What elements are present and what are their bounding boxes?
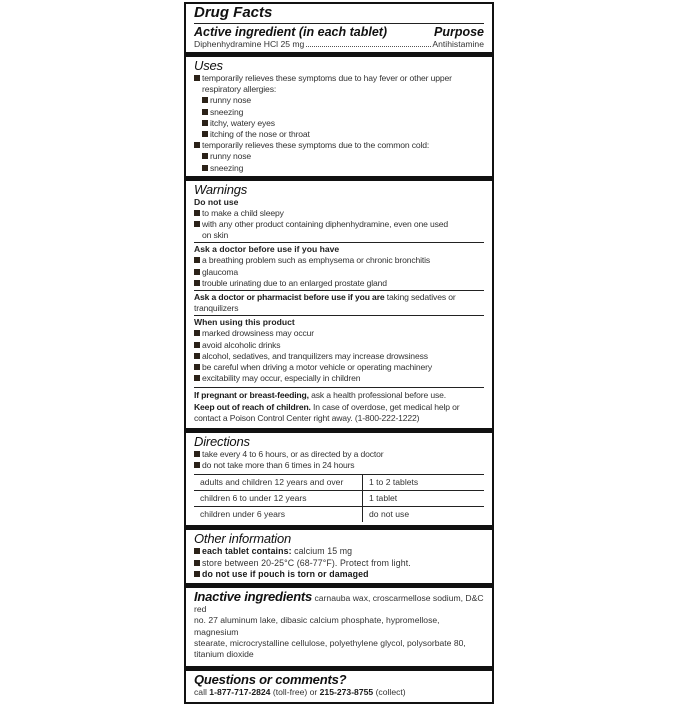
bullet-icon <box>202 120 208 126</box>
ask-pharmacist-block <box>194 292 484 303</box>
bullet-icon <box>194 269 200 275</box>
bullet-icon <box>194 280 200 286</box>
list-item-text: do not use if pouch is torn or damaged <box>202 569 369 580</box>
bullet-icon <box>194 364 200 370</box>
pregnant-warning-bold: If pregnant or breast-feeding, <box>194 390 309 401</box>
dot-leader <box>306 46 431 47</box>
inactive-ingredients-line: no. 27 aluminum lake, dibasic calcium phosphate, hypromellose, magnesium <box>194 615 440 637</box>
table-row <box>194 507 484 523</box>
bullet-icon <box>194 257 200 263</box>
list-item <box>194 328 484 339</box>
uses-section <box>186 57 492 181</box>
list-item-continuation: on skin <box>202 230 229 241</box>
age-group-cell: adults and children 12 years and over <box>194 475 363 491</box>
collect-note: (collect) <box>373 687 406 698</box>
other-information-section <box>186 530 492 588</box>
list-item <box>194 546 484 558</box>
directions-section <box>186 433 492 530</box>
ingredient-purpose: Antihistamine <box>432 39 484 49</box>
list-item-text: alcohol, sedatives, and tranquilizers may increase drowsiness <box>202 350 428 361</box>
list-item <box>194 255 484 266</box>
inactive-ingredients-text: carnauba wax, croscarmellose sodium, D&C red <box>194 592 484 615</box>
list-item <box>194 267 484 278</box>
warnings-section <box>186 181 492 433</box>
age-group-cell: children under 6 years <box>194 507 363 523</box>
bullet-icon <box>194 375 200 381</box>
list-item-text: sneezing <box>210 106 244 117</box>
ask-pharmacist-continuation: tranquilizers <box>194 303 239 314</box>
pregnant-warning-text: ask a health professional before use. <box>308 390 447 401</box>
list-item-text: runny nose <box>210 151 252 162</box>
list-subitem <box>194 107 484 118</box>
bullet-icon <box>202 131 208 137</box>
collect-phone: 215-273-8755 <box>319 687 374 698</box>
list-item <box>194 362 484 373</box>
ask-pharmacist-text: taking sedatives or <box>384 292 456 303</box>
list-item-text: with any other product containing diphenhydramine, even one used <box>202 219 448 230</box>
list-item <box>194 449 484 460</box>
list-item <box>194 351 484 362</box>
bullet-icon <box>194 548 200 554</box>
list-item <box>194 208 484 219</box>
list-item <box>194 278 484 289</box>
list-item-text: calcium 15 mg <box>291 546 353 557</box>
bullet-icon <box>194 571 200 577</box>
toll-free-note: (toll-free) or <box>270 687 320 698</box>
list-subitem <box>194 118 484 129</box>
when-using-heading: When using this product <box>194 317 295 328</box>
list-item <box>194 140 484 151</box>
list-subitem <box>194 151 484 162</box>
inactive-ingredients-line: stearate, microcrystalline cellulose, polyethylene glycol, polysorbate 80, <box>194 637 466 648</box>
bullet-icon <box>194 560 200 566</box>
list-item-text: be careful when driving a motor vehicle or operating machinery <box>202 362 433 373</box>
contact-line <box>194 687 484 698</box>
active-ingredient-heading: Active ingredient (in each tablet) <box>194 25 388 39</box>
dose-cell: 1 tablet <box>363 491 485 507</box>
bullet-icon <box>194 462 200 468</box>
bullet-icon <box>194 330 200 336</box>
list-item-bold: each tablet contains: <box>202 546 292 557</box>
keep-out-warning <box>194 402 484 413</box>
list-item-text: a breathing problem such as emphysema or chronic bronchitis <box>202 255 431 266</box>
directions-heading: Directions <box>194 434 250 450</box>
list-item-text: glaucoma <box>202 266 239 277</box>
bullet-icon <box>202 97 208 103</box>
bullet-icon <box>194 353 200 359</box>
questions-section <box>186 671 492 702</box>
active-ingredient-section <box>186 4 492 57</box>
do-not-use-heading: Do not use <box>194 196 239 207</box>
dosage-table <box>194 474 484 522</box>
divider <box>194 290 484 291</box>
table-row <box>194 491 484 507</box>
pregnant-warning <box>194 390 484 401</box>
bullet-icon <box>202 153 208 159</box>
divider <box>194 387 484 388</box>
keep-out-warning-bold: Keep out of reach of children. <box>194 401 311 412</box>
purpose-heading: Purpose <box>433 25 484 39</box>
ask-doctor-heading: Ask a doctor before use if you have <box>194 244 340 255</box>
list-item <box>194 558 484 570</box>
list-item-text: store between 20-25°C (68-77°F). Protect from light. <box>202 557 411 568</box>
list-item-text: do not take more than 6 times in 24 hours <box>202 460 355 471</box>
bullet-icon <box>194 142 200 148</box>
keep-out-warning-text: In case of overdose, get medical help or <box>310 401 460 412</box>
active-ingredient-row <box>194 39 484 50</box>
list-item-text: sneezing <box>210 162 244 173</box>
list-subitem <box>194 95 484 106</box>
list-item-text: itchy, watery eyes <box>210 117 275 128</box>
dose-cell: do not use <box>363 507 485 523</box>
list-item-text: runny nose <box>210 95 252 106</box>
list-item <box>194 340 484 351</box>
list-subitem <box>194 163 484 174</box>
list-subitem <box>194 129 484 140</box>
bullet-icon <box>202 109 208 115</box>
inactive-ingredients-heading: Inactive ingredients <box>194 588 313 604</box>
list-item-continuation: respiratory allergies: <box>202 84 277 95</box>
age-group-cell: children 6 to under 12 years <box>194 491 363 507</box>
bullet-icon <box>194 75 200 81</box>
divider <box>194 315 484 316</box>
drug-facts-panel <box>184 2 494 704</box>
bullet-icon <box>194 342 200 348</box>
dose-cell: 1 to 2 tablets <box>363 475 485 491</box>
toll-free-phone: 1-877-717-2824 <box>209 687 271 698</box>
inactive-ingredients-section <box>186 588 492 671</box>
list-item-text: trouble urinating due to an enlarged prostate gland <box>202 277 387 288</box>
table-row <box>194 475 484 491</box>
list-item <box>194 460 484 471</box>
list-item-text: temporarily relieves these symptoms due to the common cold: <box>202 140 430 151</box>
inactive-ingredients-line <box>194 589 484 615</box>
list-item-text: itching of the nose or throat <box>210 129 310 140</box>
list-item-text: excitability may occur, especially in children <box>202 373 361 384</box>
list-item-text: take every 4 to 6 hours, or as directed by a doctor <box>202 449 384 460</box>
drug-facts-title: Drug Facts <box>194 4 273 21</box>
ingredient-name: Diphenhydramine HCl 25 mg <box>194 39 305 49</box>
list-item <box>194 73 484 84</box>
list-item-text: temporarily relieves these symptoms due to hay fever or other upper <box>202 73 452 83</box>
poison-control-text: contact a Poison Control Center right away. (1-800-222-1222) <box>194 412 420 423</box>
questions-heading: Questions or comments? <box>194 672 347 688</box>
divider <box>194 23 484 24</box>
bullet-icon <box>194 451 200 457</box>
warnings-heading: Warnings <box>194 181 248 197</box>
list-item <box>194 373 484 384</box>
ask-pharmacist-heading: Ask a doctor or pharmacist before use if you are <box>194 292 385 303</box>
list-item <box>194 569 484 581</box>
list-item <box>194 219 484 230</box>
list-item-text: avoid alcoholic drinks <box>202 339 281 350</box>
inactive-ingredients-line: titanium dioxide <box>194 649 254 659</box>
list-item-text: marked drowsiness may occur <box>202 328 315 339</box>
list-item-text: to make a child sleepy <box>202 207 284 218</box>
call-label: call <box>194 687 210 698</box>
bullet-icon <box>194 221 200 227</box>
other-information-heading: Other information <box>194 531 292 547</box>
uses-heading: Uses <box>194 58 223 73</box>
active-heading-row <box>194 25 484 39</box>
bullet-icon <box>202 165 208 171</box>
bullet-icon <box>194 210 200 216</box>
divider <box>194 242 484 243</box>
